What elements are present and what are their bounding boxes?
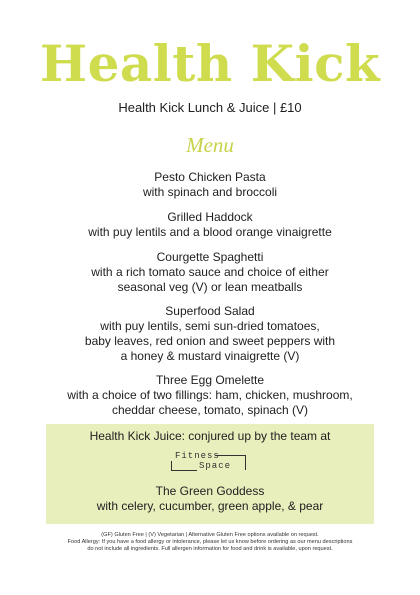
juice-panel <box>46 424 374 524</box>
menu-item <box>0 304 420 364</box>
menu-item-description: cheddar cheese, tomato, spinach (V) <box>111 403 309 417</box>
menu-item-description: seasonal veg (V) or lean meatballs <box>117 280 303 294</box>
menu-item <box>0 373 420 418</box>
menu-item-description: baby leaves, red onion and sweet peppers with <box>84 334 336 348</box>
menu-item-name: Courgette Spaghetti <box>156 250 264 264</box>
menu-item <box>0 210 420 240</box>
fitness-space-logo <box>171 451 249 473</box>
menu-item-description: with a rich tomato sauce and choice of either <box>91 265 329 279</box>
menu-item-description: with spinach and broccoli <box>142 185 278 199</box>
menu-item <box>0 250 420 295</box>
juice-intro: Health Kick Juice: conjured up by the team at <box>89 429 331 443</box>
footer-line: Food Allergy: If you have a food allergy or intolerance, please let us know before ordering as our menu descriptions <box>67 539 353 545</box>
menu-item-name: Superfood Salad <box>165 304 255 318</box>
logo-frame-line <box>171 470 197 471</box>
menu-heading: Menu <box>186 133 234 157</box>
menu-item-description: with puy lentils and a blood orange vinaigrette <box>88 225 332 239</box>
menu-item-name: Pesto Chicken Pasta <box>154 170 266 184</box>
menu-item-name: Grilled Haddock <box>167 210 253 224</box>
menu-item-name: Three Egg Omelette <box>155 373 265 387</box>
menu-item-description: a honey & mustard vinaigrette (V) <box>120 349 300 363</box>
menu-item-description: with puy lentils, semi sun-dried tomatoes, <box>100 319 320 333</box>
menu-item-description: with a choice of two fillings: ham, chicken, mushroom, <box>67 388 353 402</box>
allergen-footer <box>0 532 420 553</box>
logo-frame-line <box>171 461 172 470</box>
page-title: Health Kick <box>39 34 381 93</box>
page-subtitle: Health Kick Lunch & Juice | £10 <box>118 100 302 115</box>
logo-frame-line <box>245 455 246 470</box>
juice-name: The Green Goddess <box>155 484 265 498</box>
logo-word-space: Space <box>199 461 232 471</box>
logo-word-fitness: Fitness <box>175 451 220 461</box>
footer-line: do not include all ingredients. Full allergen information for food and drink is available, upon request. <box>87 546 333 552</box>
footer-line: (GF) Gluten Free | (V) Vegetarian | Alternative Gluten Free options available on request. <box>101 532 319 538</box>
juice-description: with celery, cucumber, green apple, & pear <box>96 499 324 513</box>
menu-item <box>0 170 420 200</box>
